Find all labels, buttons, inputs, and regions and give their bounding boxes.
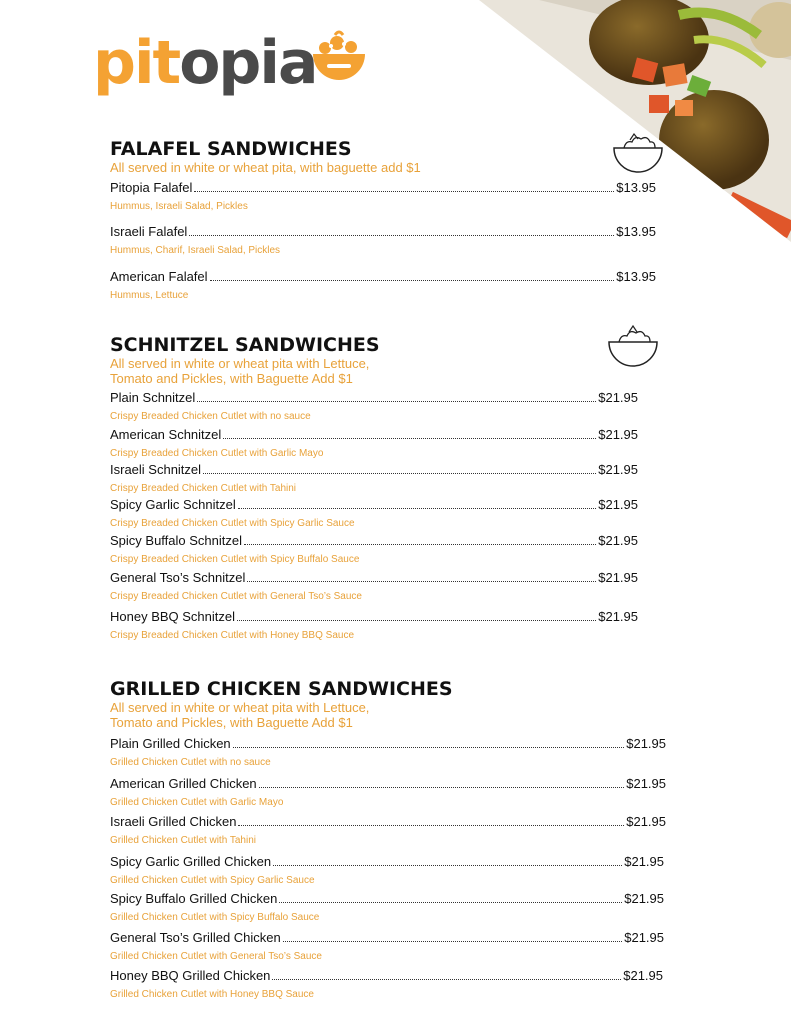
section-title: SCHNITZEL SANDWICHES	[110, 334, 380, 356]
leader-dots	[259, 786, 625, 788]
menu-item	[110, 224, 656, 257]
menu-item	[110, 814, 666, 847]
item-description: Grilled Chicken Cutlet with Spicy Garlic Sauce	[110, 875, 315, 886]
item-description: Hummus, Charif, Israeli Salad, Pickles	[110, 245, 281, 256]
leader-dots	[238, 824, 624, 826]
item-description: Grilled Chicken Cutlet with Garlic Mayo	[110, 797, 284, 808]
item-price: $13.95	[616, 269, 656, 284]
leader-dots	[283, 940, 622, 942]
leader-dots	[272, 978, 621, 980]
item-price: $13.95	[616, 180, 656, 195]
section-subtitle: All served in white or wheat pita with Lettuce, Tomato and Pickles, with Baguette Add $1	[110, 356, 370, 386]
menu-item	[110, 609, 638, 642]
leader-dots	[210, 279, 615, 281]
item-description: Hummus, Israeli Salad, Pickles	[110, 201, 248, 212]
logo-text-opia: opia	[179, 28, 317, 98]
schnitzel-section	[110, 334, 638, 641]
item-description: Grilled Chicken Cutlet with Honey BBQ Sauce	[110, 989, 314, 1000]
bowl-logo-icon	[311, 30, 367, 88]
item-name: Israeli Schnitzel	[110, 462, 202, 477]
item-price: $21.95	[598, 533, 638, 548]
item-price: $21.95	[598, 609, 638, 624]
menu-item	[110, 854, 664, 887]
leader-dots	[197, 400, 596, 402]
item-description: Crispy Breaded Chicken Cutlet with Honey BBQ Sauce	[110, 630, 355, 641]
leader-dots	[203, 472, 596, 474]
menu-item	[110, 776, 666, 809]
item-description: Crispy Breaded Chicken Cutlet with Tahini	[110, 483, 297, 494]
menu-item	[110, 269, 656, 302]
item-description: Crispy Breaded Chicken Cutlet with Spicy Buffalo Sauce	[110, 554, 360, 565]
item-price: $21.95	[598, 570, 638, 585]
leader-dots	[194, 190, 614, 192]
menu-item	[110, 930, 664, 963]
item-name: General Tso’s Grilled Chicken	[110, 930, 281, 945]
leader-dots	[237, 619, 596, 621]
item-price: $21.95	[624, 930, 664, 945]
item-description: Crispy Breaded Chicken Cutlet with Garlic Mayo	[110, 448, 324, 459]
section-title: FALAFEL SANDWICHES	[110, 138, 352, 160]
item-description: Grilled Chicken Cutlet with Spicy Buffalo Sauce	[110, 912, 320, 923]
logo-text-pit: pit	[93, 28, 180, 98]
item-price: $21.95	[626, 776, 666, 791]
menu-item	[110, 533, 638, 566]
item-price: $21.95	[598, 390, 638, 405]
item-price: $21.95	[598, 427, 638, 442]
item-name: Spicy Garlic Schnitzel	[110, 497, 236, 512]
logo-wordmark	[93, 28, 316, 98]
item-description: Grilled Chicken Cutlet with General Tso’s Sauce	[110, 951, 322, 962]
item-price: $21.95	[626, 736, 666, 751]
item-price: $21.95	[624, 854, 664, 869]
leader-dots	[223, 437, 596, 439]
menu-item	[110, 891, 664, 924]
leader-dots	[244, 543, 596, 545]
item-price: $13.95	[616, 224, 656, 239]
falafel-section	[110, 138, 656, 301]
item-name: Spicy Buffalo Schnitzel	[110, 533, 242, 548]
item-name: Spicy Buffalo Grilled Chicken	[110, 891, 278, 906]
menu-item	[110, 968, 663, 1001]
section-subtitle: All served in white or wheat pita with Lettuce, Tomato and Pickles, with Baguette Add $1	[110, 700, 370, 730]
pitopia-logo	[93, 28, 383, 98]
menu-item	[110, 497, 638, 530]
item-name: Plain Grilled Chicken	[110, 736, 231, 751]
item-name: American Schnitzel	[110, 427, 222, 442]
item-description: Crispy Breaded Chicken Cutlet with General Tso’s Sauce	[110, 591, 362, 602]
leader-dots	[189, 234, 614, 236]
item-description: Crispy Breaded Chicken Cutlet with Spicy Garlic Sauce	[110, 518, 355, 529]
item-name: American Falafel	[110, 269, 208, 284]
leader-dots	[273, 864, 622, 866]
item-description: Grilled Chicken Cutlet with Tahini	[110, 835, 256, 846]
menu-item	[110, 390, 638, 423]
item-name: General Tso’s Schnitzel	[110, 570, 246, 585]
item-price: $21.95	[598, 462, 638, 477]
item-name: Spicy Garlic Grilled Chicken	[110, 854, 272, 869]
leader-dots	[233, 746, 625, 748]
item-name: Plain Schnitzel	[110, 390, 196, 405]
item-description: Hummus, Lettuce	[110, 290, 189, 301]
item-name: Pitopia Falafel	[110, 180, 193, 195]
leader-dots	[247, 580, 596, 582]
item-price: $21.95	[598, 497, 638, 512]
menu-item	[110, 570, 638, 603]
section-subtitle: All served in white or wheat pita, with baguette add $1	[110, 160, 421, 175]
item-description: Crispy Breaded Chicken Cutlet with no sauce	[110, 411, 311, 422]
item-name: American Grilled Chicken	[110, 776, 257, 791]
menu-item	[110, 462, 638, 495]
grilled-chicken-section	[110, 678, 666, 1000]
item-name: Honey BBQ Grilled Chicken	[110, 968, 271, 983]
item-name: Israeli Falafel	[110, 224, 188, 239]
item-price: $21.95	[626, 814, 666, 829]
item-price: $21.95	[623, 968, 663, 983]
leader-dots	[279, 901, 622, 903]
leader-dots	[238, 507, 597, 509]
item-name: Honey BBQ Schnitzel	[110, 609, 236, 624]
item-name: Israeli Grilled Chicken	[110, 814, 237, 829]
menu-item	[110, 736, 666, 769]
section-title: GRILLED CHICKEN SANDWICHES	[110, 678, 453, 700]
menu-item	[110, 427, 638, 460]
item-description: Grilled Chicken Cutlet with no sauce	[110, 757, 271, 768]
item-price: $21.95	[624, 891, 664, 906]
menu-item	[110, 180, 656, 213]
